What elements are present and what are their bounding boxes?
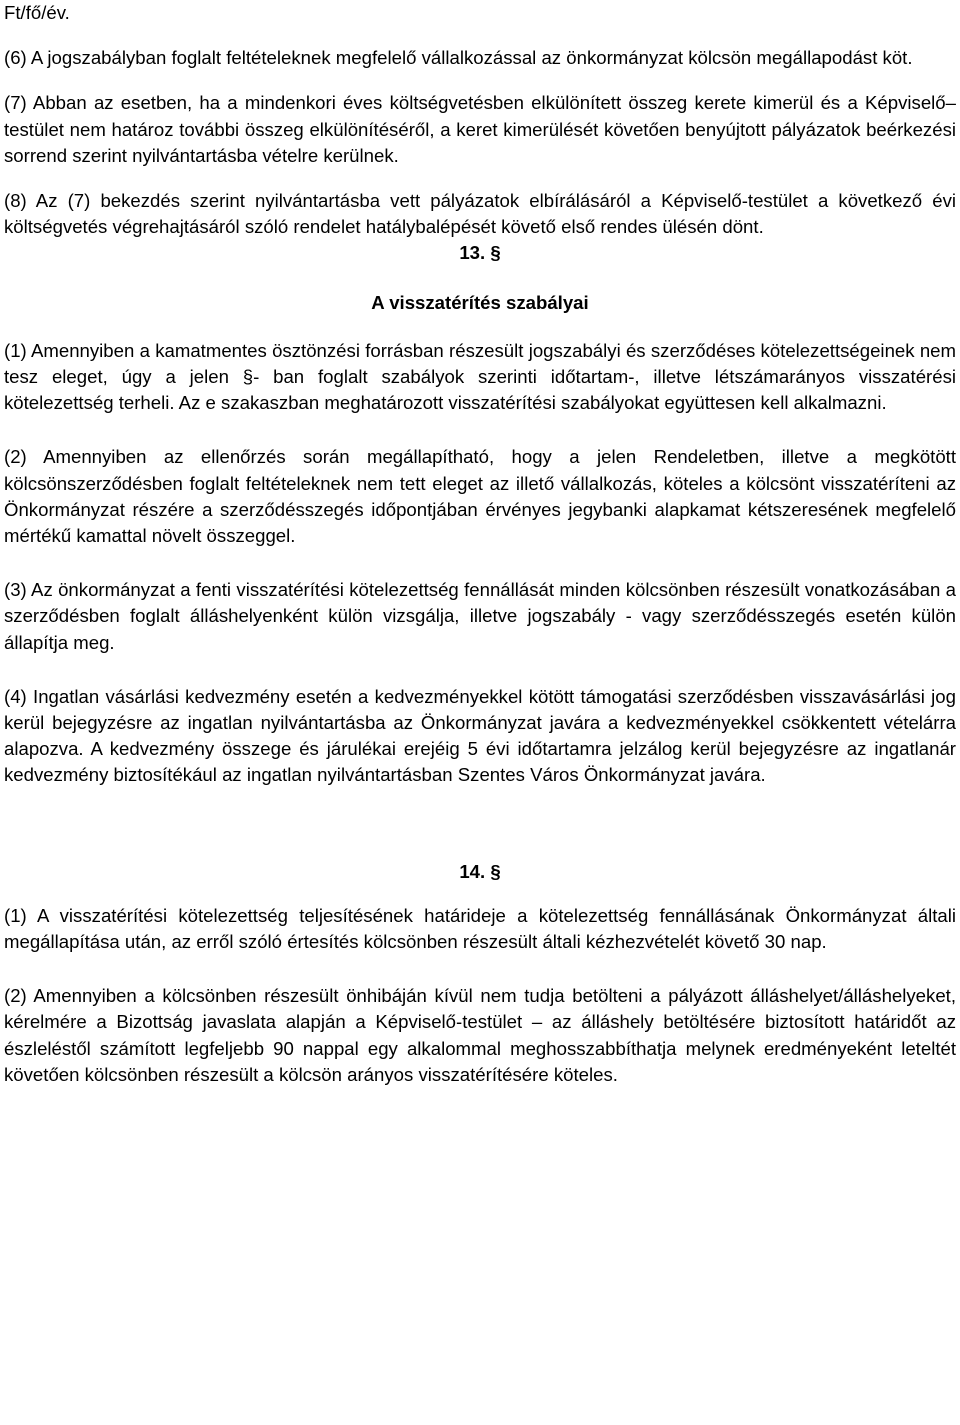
section-14-paragraph-1: (1) A visszatérítési kötelezettség teljesítésének határideje a kötelezettség fennállásának Önkormányzat általi megállapítása után, az erről szóló értesítés kölcsönben részesült általi kézhezvételét követő 30 nap. (4, 904, 956, 953)
section-13-number: 13. § (459, 242, 501, 264)
section-13-paragraph-2: (2) Amennyiben az ellenőrzés során megállapítható, hogy a jelen Rendeletben, illetve a megkötött kölcsönszerződésben foglalt feltételeknek nem tett eleget az illető vállalkozás, köteles a kölcsönt visszatéríteni az Önkormányzat részére a szerződésszegés időpontjában érvényes jegybanki alapkamat kétszeresének megfelelő mértékű kamattal növelt összeggel. (4, 446, 956, 547)
section-14-number: 14. § (459, 860, 501, 882)
section-13-paragraph-3: (3) Az önkormányzat a fenti visszatérítési kötelezettség fennállását minden kölcsönben részesült vonatkozásában a szerződésben foglalt álláshelyenként külön vizsgálja, illetve jogszabály - vagy szerződésszegés esetén külön állapítja meg. (4, 579, 956, 653)
document-page (4, 0, 956, 1088)
paragraph-6: (6) A jogszabályban foglalt feltételeknek megfelelő vállalkozással az önkormányzat kölcsön megállapodást köt. (4, 47, 913, 69)
section-13-paragraph-1: (1) Amennyiben a kamatmentes ösztönzési forrásban részesült jogszabályi és szerződéses kötelezettségeinek nem tesz eleget, úgy a jelen §- ban foglalt szabályok szerinti időtartam-, illetve létszámarányos visszatérési kötelezettség terheli. Az e szakaszban meghatározott visszatérítési szabályokat együttesen kell alkalmazni. (4, 339, 956, 414)
paragraph-7: (7) Abban az esetben, ha a mindenkori éves költségvetésben elkülönített összeg kerete kimerül és a Képviselő–testület nem határoz további összeg elkülönítéséről, a keret kimerülését követően benyújtott pályázatok beérkezési sorrend szerint nyilvántartásba vételre kerülnek. (4, 92, 956, 166)
section-14-paragraph-2: (2) Amennyiben a kölcsönben részesült önhibáján kívül nem tudja betölteni a pályázott álláshelyet/álláshelyeket, kérelmére a Bizottság javaslata alapján a Képviselő-testület – az álláshely betöltésére biztosított határidőt az észleléstől számított legfeljebb 90 nappal egy alkalommal meghosszabbíthatja melynek eredményeként leteltét követően kölcsönben részesült a kölcsön arányos visszatérítésére köteles. (4, 985, 956, 1085)
section-13-title: A visszatérítés szabályai (371, 291, 589, 313)
top-fragment: Ft/fő/év. (4, 2, 70, 23)
paragraph-8: (8) Az (7) bekezdés szerint nyilvántartásba vett pályázatok elbírálásáról a Képviselő-testület a következő évi költségvetés végrehajtásáról szóló rendelet hatálybalépését követő első rendes ülésén dönt. (4, 190, 956, 238)
section-13-paragraph-4: (4) Ingatlan vásárlási kedvezmény esetén a kedvezményekkel kötött támogatási szerződésben visszavásárlási jog kerül bejegyzésre az ingatlan nyilvántartásba az Önkormányzat javára a kedvezményekkel csökkentett vételárra alapozva. A kedvezmény összege és járulékai erejéig 5 évi időtartamra jelzálog kerül bejegyzésre az ingatlanár kedvezmény biztosítékául az ingatlan nyilvántartásban Szentes Város Önkormányzat javára. (4, 685, 956, 786)
